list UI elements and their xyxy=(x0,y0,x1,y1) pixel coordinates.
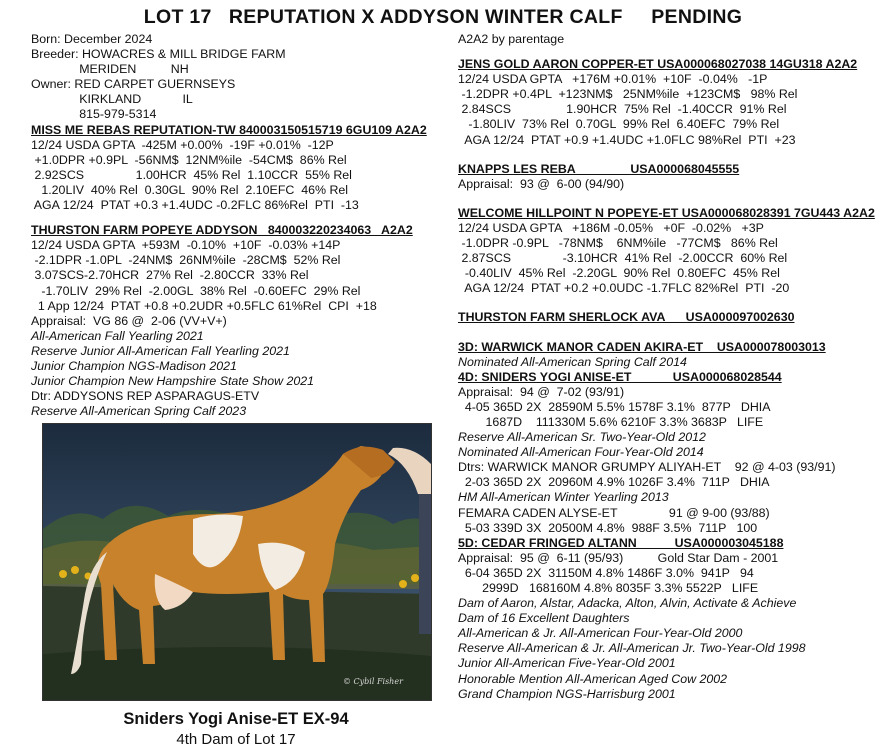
text-line: +1.0DPR +0.9PL -56NM$ 12NM%ile -54CM$ 86% Rel xyxy=(31,152,347,167)
text-line: 2.87SCS -3.10HCR 41% Rel -2.00CCR 60% Rel xyxy=(458,251,788,266)
honor-line: Junior All-American Five-Year-Old 2001 xyxy=(458,656,676,671)
honor-line: Dam of Aaron, Alstar, Adacka, Alton, Alvin, Activate & Achieve xyxy=(458,596,797,611)
text-line: 1687D 111330M 5.6% 6210F 3.3% 3683P LIFE xyxy=(458,414,764,429)
text-line: 12/24 USDA GPTA +176M +0.01% +10F -0.04% -1P xyxy=(458,72,768,87)
honor-line: All-American & Jr. All-American Four-Year-Old 2000 xyxy=(458,626,743,641)
text-line: -1.0DPR -0.9PL -78NM$ 6NM%ile -77CM$ 86% Rel xyxy=(458,236,778,251)
text-line: Appraisal: 93 @ 6-00 (94/90) xyxy=(458,176,625,191)
spacer xyxy=(458,148,878,162)
honor-line: Honorable Mention All-American Aged Cow 2002 xyxy=(458,671,728,686)
pedigree-heading: MISS ME REBAS REPUTATION-TW 840003150515719 6GU109 A2A2 xyxy=(31,122,427,137)
photo-caption-name: Sniders Yogi Anise-ET EX-94 xyxy=(123,710,349,728)
text-line: Breeder: HOWACRES & MILL BRIDGE FARM xyxy=(31,47,286,62)
text-line: Appraisal: VG 86 @ 2-06 (VV+V+) xyxy=(31,313,227,328)
text-line: -0.40LIV 45% Rel -2.20GL 90% Rel 0.80EFC 45% Rel xyxy=(458,266,780,281)
text-line: -2.1DPR -1.0PL -24NM$ 26NM%ile -28CM$ 52% Rel xyxy=(31,253,341,268)
text-line: KIRKLAND IL xyxy=(31,92,193,107)
pedigree-heading: THURSTON FARM SHERLOCK AVA USA000097002630 xyxy=(458,310,795,325)
honor-line: Grand Champion NGS-Harrisburg 2001 xyxy=(458,686,676,701)
honor-line: Reserve All-American Sr. Two-Year-Old 2012 xyxy=(458,430,706,445)
text-line: 12/24 USDA GPTA -425M +0.00% -19F +0.01% -12P xyxy=(31,137,334,152)
left-column xyxy=(31,32,449,419)
spacer xyxy=(458,326,878,340)
text-line: 815-979-5314 xyxy=(31,107,157,122)
text-line: 6-04 365D 2X 31150M 4.8% 1486F 3.0% 941P 94 xyxy=(458,565,754,580)
spacer xyxy=(31,213,449,223)
photographer-signature: © Cybil Fisher xyxy=(343,677,403,686)
text-line: FEMARA CADEN ALYSE-ET 91 @ 9-00 (93/88) xyxy=(458,505,770,520)
text-line: 2.92SCS 1.00HCR 45% Rel 1.10CCR 55% Rel xyxy=(31,167,352,182)
text-line: Dtrs: WARWICK MANOR GRUMPY ALIYAH-ET 92 @ 4-03 (93/91) xyxy=(458,460,836,475)
spacer xyxy=(458,296,878,310)
pedigree-heading: KNAPPS LES REBA USA000068045555 xyxy=(458,161,740,176)
text-line: 4-05 365D 2X 28590M 5.5% 1578F 3.1% 877P DHIA xyxy=(458,399,771,414)
honor-line: Nominated All-American Four-Year-Old 2014 xyxy=(458,445,704,460)
pedigree-heading: 4D: SNIDERS YOGI ANISE-ET USA000068028544 xyxy=(458,369,782,384)
honor-line: Reserve All-American & Jr. All-American Jr. Two-Year-Old 1998 xyxy=(458,641,806,656)
text-line: Appraisal: 94 @ 7-02 (93/91) xyxy=(458,384,625,399)
text-line: 1 App 12/24 PTAT +0.8 +0.2UDR +0.5FLC 61%Rel CPI +18 xyxy=(31,298,377,313)
spacer xyxy=(458,47,878,57)
honor-line: Reserve All-American Spring Calf 2023 xyxy=(31,404,247,419)
text-line: A2A2 by parentage xyxy=(458,32,565,46)
spacer xyxy=(458,192,878,206)
text-line: Appraisal: 95 @ 6-11 (95/93) Gold Star Dam - 2001 xyxy=(458,550,779,565)
text-line: -1.80LIV 73% Rel 0.70GL 99% Rel 6.40EFC 79% Rel xyxy=(458,117,780,132)
right-column xyxy=(458,32,878,702)
pedigree-heading: JENS GOLD AARON COPPER-ET USA000068027038 14GU318 A2A2 xyxy=(458,57,858,72)
text-line: Owner: RED CARPET GUERNSEYS xyxy=(31,77,236,92)
honor-line: Dam of 16 Excellent Daughters xyxy=(458,611,630,626)
text-line: 12/24 USDA GPTA +593M -0.10% +10F -0.03% +14P xyxy=(31,238,341,253)
text-line: Born: December 2024 xyxy=(31,32,153,46)
pedigree-heading: 3D: WARWICK MANOR CADEN AKIRA-ET USA000078003013 xyxy=(458,339,826,354)
text-line: MERIDEN NH xyxy=(31,62,189,77)
text-line: -1.70LIV 29% Rel -2.00GL 38% Rel -0.60EFC 29% Rel xyxy=(31,283,361,298)
text-line: 2.84SCS 1.90HCR 75% Rel -1.40CCR 91% Rel xyxy=(458,102,787,117)
honor-line: HM All-American Winter Yearling 2013 xyxy=(458,490,669,505)
photo-caption-subtitle: 4th Dam of Lot 17 xyxy=(176,731,296,748)
text-line: 5-03 339D 3X 20500M 4.8% 988F 3.5% 711P 100 xyxy=(458,520,758,535)
pedigree-heading: WELCOME HILLPOINT N POPEYE-ET USA000068028391 7GU443 A2A2 xyxy=(458,205,875,220)
honor-line: All-American Fall Yearling 2021 xyxy=(31,328,204,343)
cow-photo xyxy=(42,423,432,701)
text-line: AGA 12/24 PTAT +0.3 +1.4UDC -0.2FLC 86%Rel PTI -13 xyxy=(31,198,359,213)
text-line: 2-03 365D 2X 20960M 4.9% 1026F 3.4% 711P DHIA xyxy=(458,475,770,490)
honor-line: Junior Champion New Hampshire State Show 2021 xyxy=(31,374,315,389)
text-line: Dtr: ADDYSONS REP ASPARAGUS-ETV xyxy=(31,389,260,404)
text-line: 3.07SCS-2.70HCR 27% Rel -2.80CCR 33% Rel xyxy=(31,268,309,283)
text-line: AGA 12/24 PTAT +0.2 +0.0UDC -1.7FLC 82%Rel PTI -20 xyxy=(458,281,790,296)
lot-title: LOT 17 REPUTATION X ADDYSON WINTER CALF PENDING xyxy=(143,6,743,28)
honor-line: Nominated All-American Spring Calf 2014 xyxy=(458,354,687,369)
honor-line: Reserve Junior All-American Fall Yearling 2021 xyxy=(31,343,290,358)
text-line: 2999D 168160M 4.8% 8035F 3.3% 5522P LIFE xyxy=(458,581,759,595)
pedigree-heading: 5D: CEDAR FRINGED ALTANN USA000003045188 xyxy=(458,535,784,550)
text-line: 12/24 USDA GPTA +186M -0.05% +0F -0.02% +3P xyxy=(458,220,764,235)
text-line: 1.20LIV 40% Rel 0.30GL 90% Rel 2.10EFC 46% Rel xyxy=(31,182,349,197)
pedigree-heading: THURSTON FARM POPEYE ADDYSON 840003220234063 A2A2 xyxy=(31,223,413,238)
text-line: AGA 12/24 PTAT +0.9 +1.4UDC +1.0FLC 98%Rel PTI +23 xyxy=(458,132,796,147)
text-line: -1.2DPR +0.4PL +123NM$ 25NM%ile +123CM$ 98% Rel xyxy=(458,87,798,102)
honor-line: Junior Champion NGS-Madison 2021 xyxy=(31,358,237,373)
